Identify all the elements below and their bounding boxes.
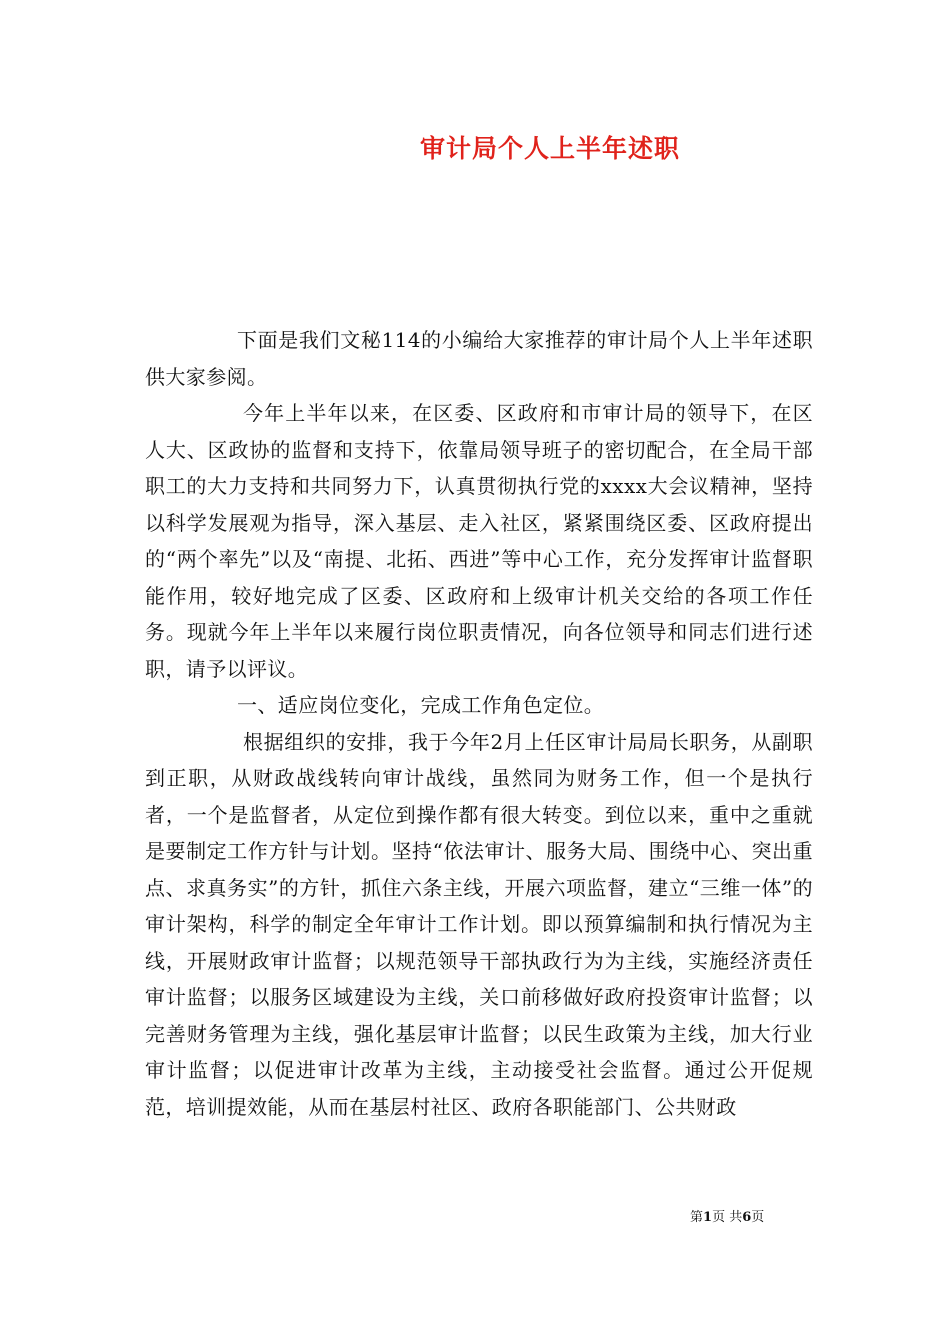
footer-current-page: 1 xyxy=(703,1210,713,1225)
page-number-footer xyxy=(690,1209,764,1227)
role-paragraph: 根据组织的安排，我于今年2月上任区审计局局长职务，从副职到正职，从财政战线转向审计战线，虽然同为财务工作，但一个是执行者，一个是监督者，从定位到操作都有很大转变。到位以来，重中之重就是要制定工作方针与计划。坚持“依法审计、服务大局、围绕中心、突出重点、求真务实”的方针，抓住六条主线，开展六项监督，建立“三维一体”的审计架构，科学的制定全年审计工作计划。即以预算编制和执行情况为主线，开展财政审计监督；以规范领导干部执政行为为主线，实施经济责任审计监督；以服务区域建设为主线，关口前移做好政府投资审计监督；以完善财务管理为主线，强化基层审计监督；以民生政策为主线，加大行业审计监督；以促进审计改革为主线，主动接受社会监督。通过公开促规范，培训提效能，从而在基层村社区、政府各职能部门、公共财政 xyxy=(145,729,813,1119)
document-title: 审计局个人上半年述职 xyxy=(419,134,680,163)
footer-suffix: 页 xyxy=(751,1210,765,1225)
overview-paragraph: 今年上半年以来，在区委、区政府和市审计局的领导下，在区人大、区政协的监督和支持下，依靠局领导班子的密切配合，在全局干部职工的大力支持和共同努力下，认真贯彻执行党的xxxx大会议精神，坚持以科学发展观为指导，深入基层、走入社区，紧紧围绕区委、区政府提出的“两个率先”以及“南提、北拓、西进”等中心工作，充分发挥审计监督职能作用，较好地完成了区委、区政府和上级审计机关交给的各项工作任务。现就今年上半年以来履行岗位职责情况，向各位领导和同志们进行述职，请予以评议。 xyxy=(145,401,813,681)
intro-paragraph: 下面是我们文秘114的小编给大家推荐的审计局个人上半年述职供大家参阅。 xyxy=(145,328,813,389)
footer-prefix: 第 xyxy=(690,1210,704,1225)
footer-total-pages: 6 xyxy=(742,1210,752,1225)
section-heading: 一、适应岗位变化，完成工作角色定位。 xyxy=(237,693,605,717)
document-body xyxy=(145,322,813,1125)
footer-middle: 页 共 xyxy=(712,1210,743,1225)
